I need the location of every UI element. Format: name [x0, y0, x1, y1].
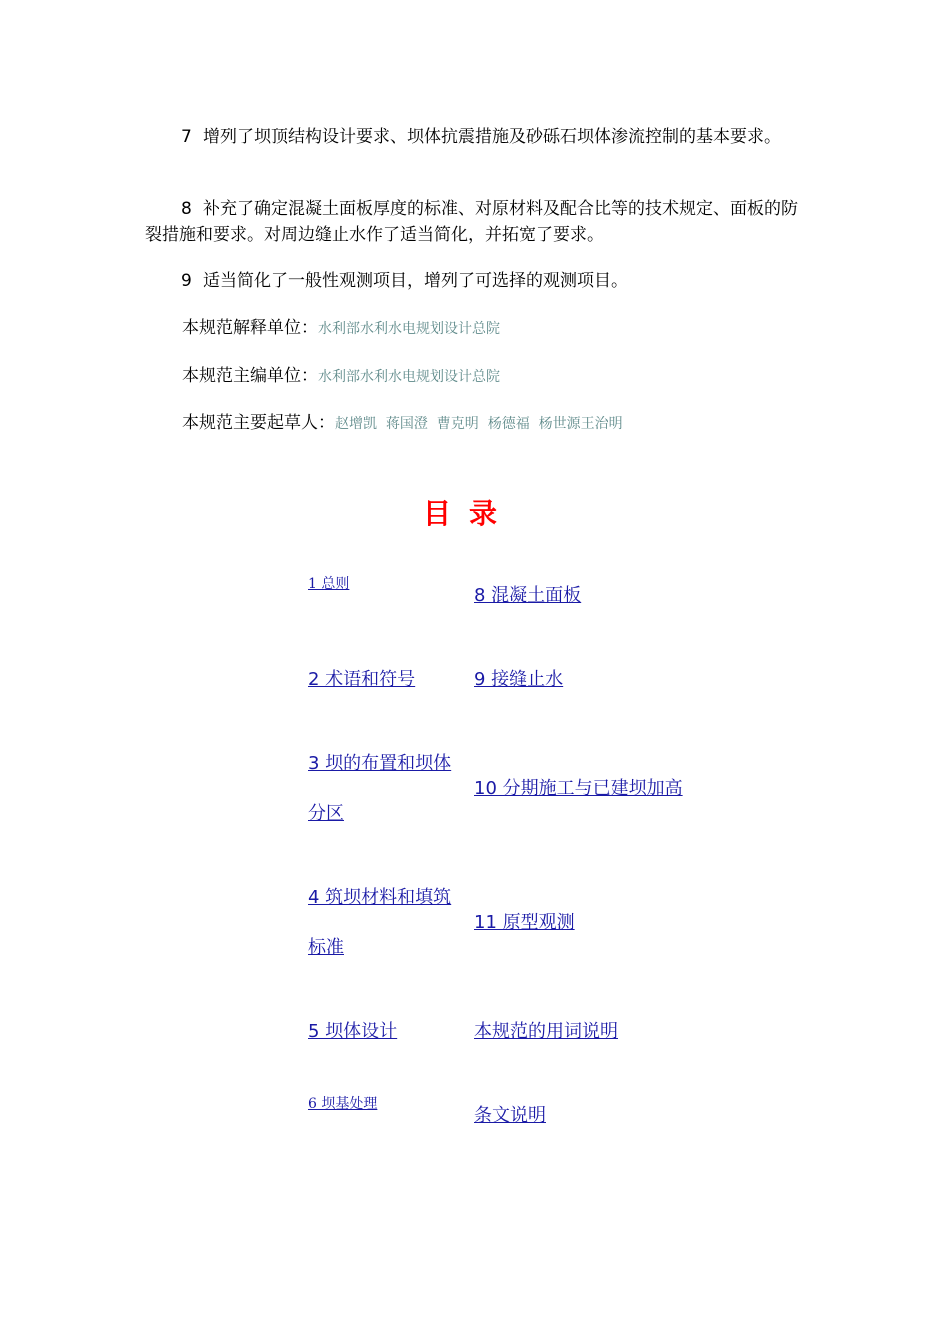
toc-link-clause-explanation[interactable]	[474, 1091, 546, 1141]
item-text: 补充了确定混凝土面板厚度的标准、对原材料及配合比等的技术规定、面板的防裂措施和要求。对周边缝止水作了适当简化，并拓宽了要求。	[145, 199, 798, 245]
toc-link-label-cont: 分区	[308, 803, 344, 824]
toc-link-label: 2 术语和符号	[308, 669, 416, 690]
chief-editor-unit	[182, 364, 500, 389]
toc-link-concrete-slab[interactable]	[474, 571, 581, 621]
toc-link-prototype-observation[interactable]	[474, 898, 575, 948]
toc-link-general[interactable]	[308, 575, 349, 593]
toc-link-label: 1 总则	[308, 576, 350, 592]
paragraph-9	[145, 268, 810, 294]
toc-link-label-cont: 标准	[308, 937, 344, 958]
meta-value: 水利部水利水电规划设计总院	[318, 369, 500, 385]
item-number: 7	[181, 127, 192, 147]
meta-label: 本规范主要起草人：	[182, 413, 335, 433]
item-text: 适当简化了一般性观测项目，增列了可选择的观测项目。	[203, 271, 628, 291]
meta-value: 水利部水利水电规划设计总院	[318, 321, 500, 337]
paragraph-8	[145, 196, 810, 248]
toc-link-label: 8 混凝土面板	[474, 585, 582, 606]
toc-link-label: 5 坝体设计	[308, 1021, 398, 1042]
item-number: 9	[181, 271, 192, 291]
toc-link-label: 4 筑坝材料和填筑	[308, 887, 452, 908]
toc-title: 目录	[422, 497, 515, 530]
item-number: 8	[181, 199, 192, 219]
meta-label: 本规范主编单位：	[182, 366, 318, 386]
toc-link-label: 6 坝基处理	[308, 1096, 378, 1112]
toc-link-label: 条文说明	[474, 1105, 546, 1126]
toc-link-label: 本规范的用词说明	[474, 1021, 618, 1042]
meta-label: 本规范解释单位：	[182, 318, 318, 338]
toc-link-wording-notes[interactable]	[474, 1007, 618, 1057]
meta-value: 赵增凯 蒋国澄 曹克明 杨德福 杨世源王治明	[335, 416, 623, 432]
paragraph-7	[145, 124, 810, 150]
toc-link-foundation[interactable]	[308, 1095, 377, 1113]
toc-link-label: 10 分期施工与已建坝加高	[474, 778, 683, 799]
toc-link-label: 11 原型观测	[474, 912, 575, 933]
item-text: 增列了坝顶结构设计要求、坝体抗震措施及砂砾石坝体渗流控制的基本要求。	[203, 127, 781, 147]
interpretation-unit	[182, 316, 500, 341]
toc-link-terms[interactable]	[308, 655, 415, 705]
toc-link-label: 3 坝的布置和坝体	[308, 753, 452, 774]
toc-link-dam-design[interactable]	[308, 1007, 397, 1057]
toc-link-materials[interactable]	[308, 873, 451, 973]
toc-link-label: 9 接缝止水	[474, 669, 564, 690]
toc-link-joint-waterstop[interactable]	[474, 655, 563, 705]
toc-link-staged-construction[interactable]	[474, 764, 683, 814]
main-drafters	[182, 411, 623, 436]
toc-link-layout-zoning[interactable]	[308, 739, 451, 839]
